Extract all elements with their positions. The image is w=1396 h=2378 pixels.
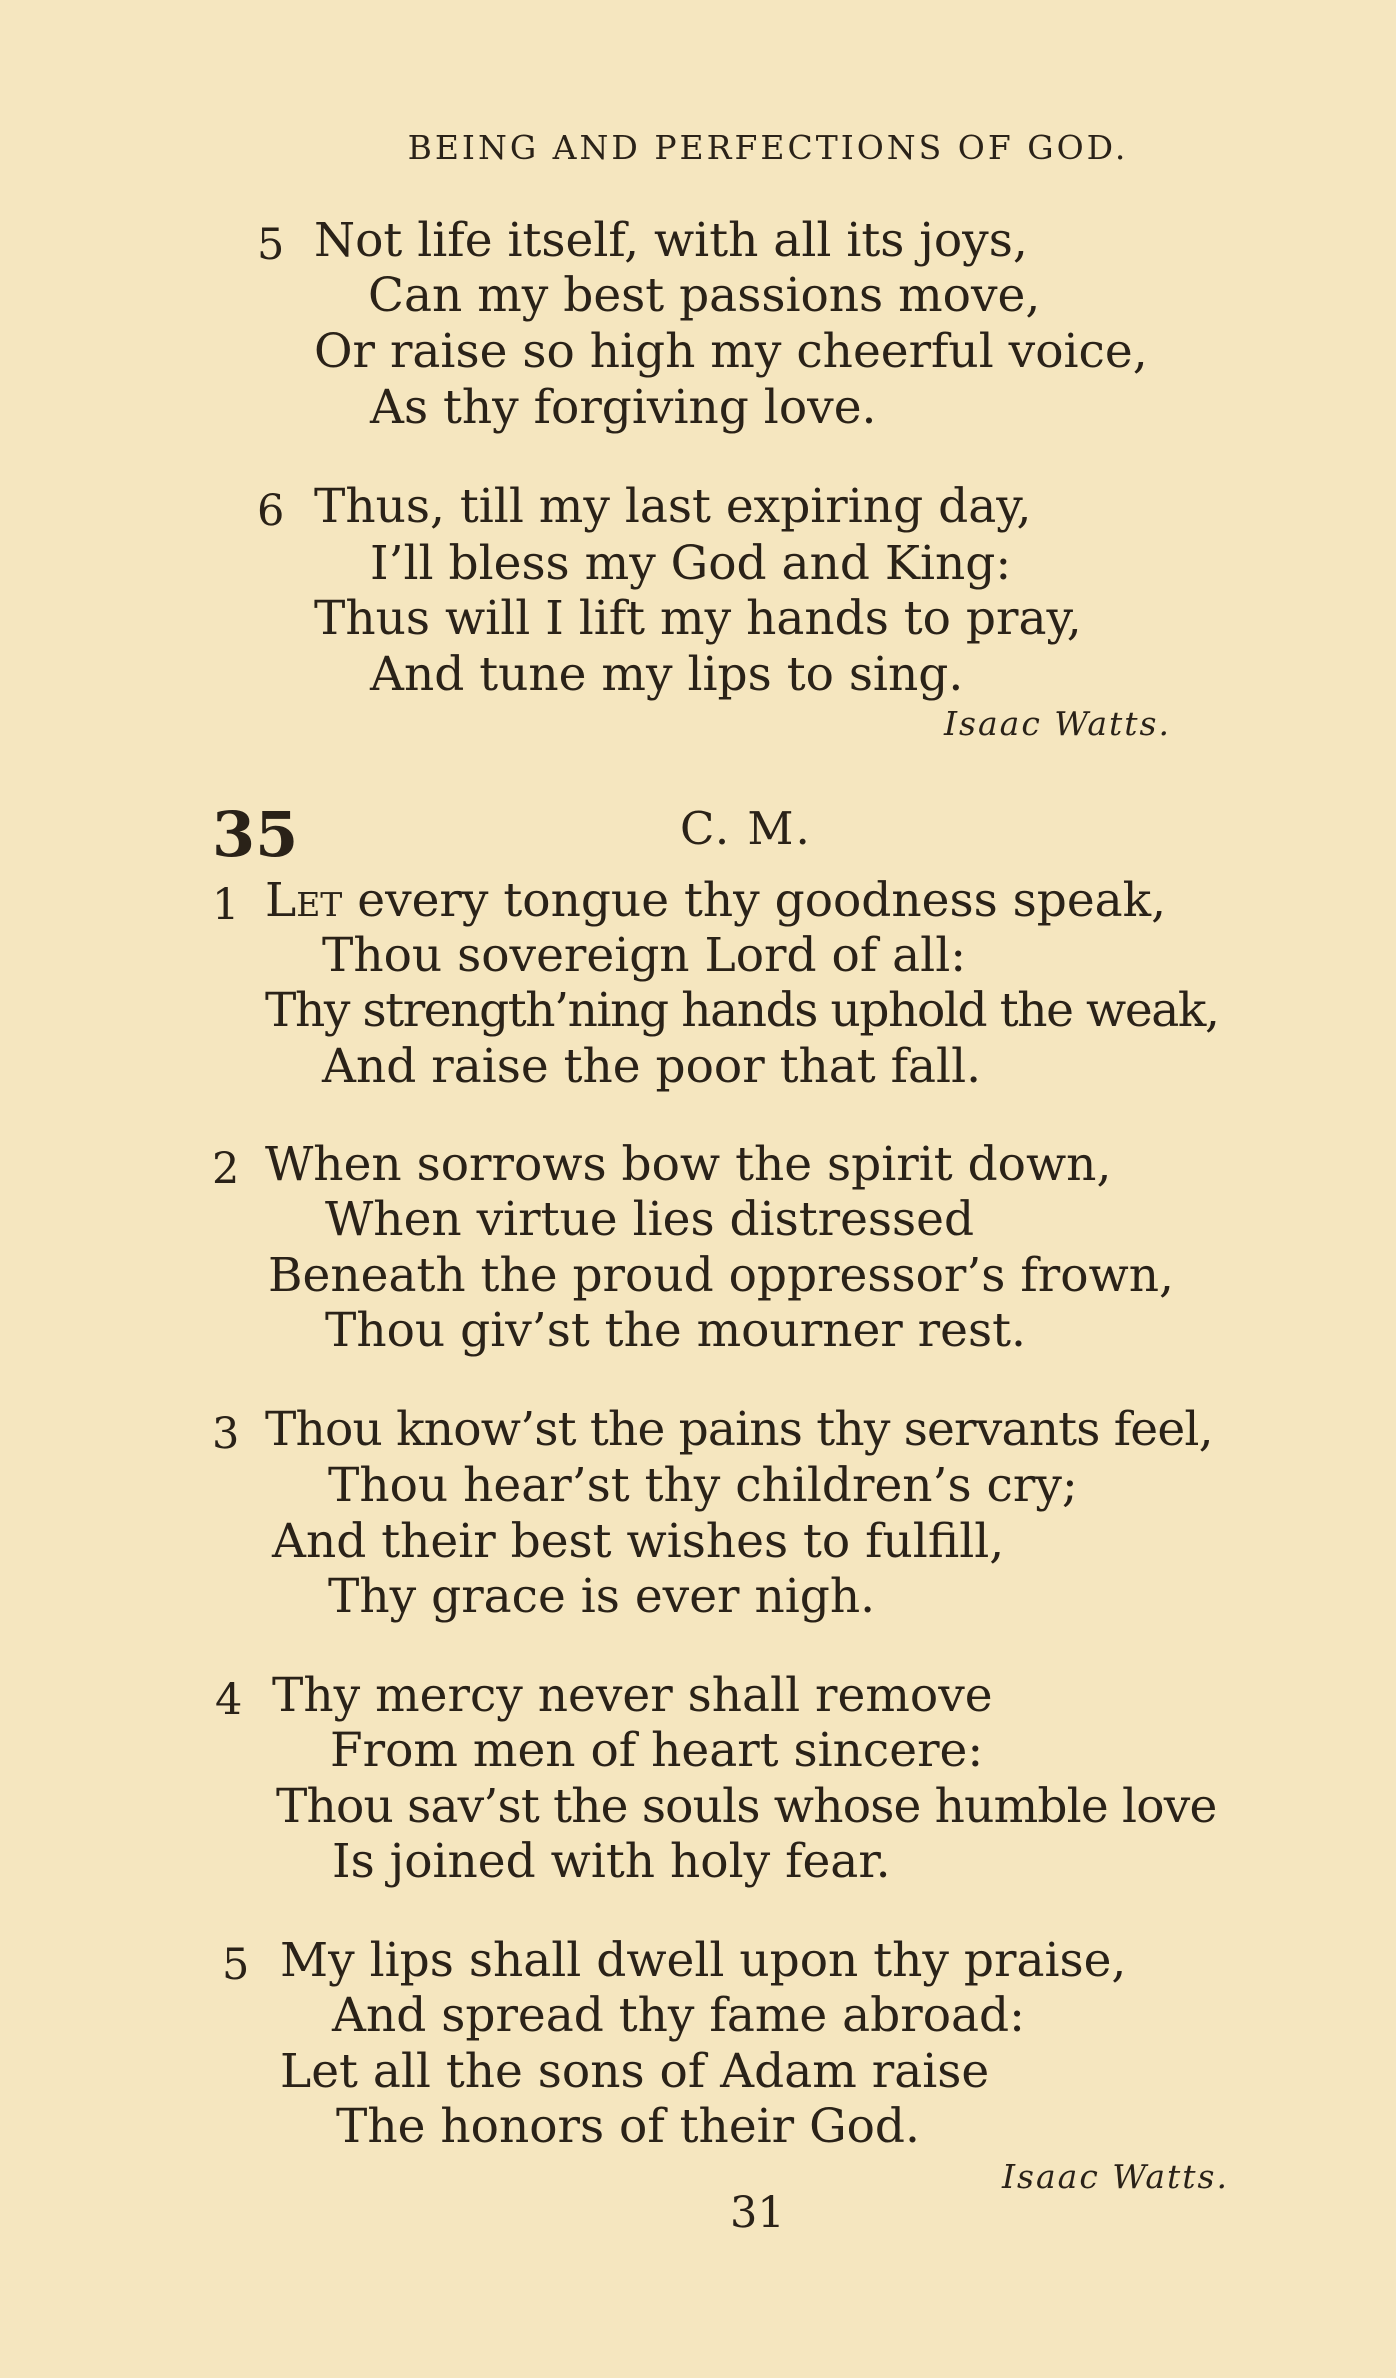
stanza-number: 6 [257,486,285,536]
verse-line: Thou hear’st thy children’s cry; [328,1458,1078,1513]
verse-line: And their best wishes to fulfill, [272,1514,1005,1569]
stanza-number: 5 [257,220,285,270]
verse-line: Let every tongue thy goodness speak, [265,873,1167,928]
running-header: BEING AND PERFECTIONS OF GOD. [407,128,1129,167]
verse-line: And raise the poor that fall. [322,1039,982,1094]
verse-line: Beneath the proud oppressor’s frown, [268,1248,1174,1303]
page-number: 31 [730,2188,785,2238]
verse-line: When virtue lies distressed [325,1192,975,1247]
verse-line: Let all the sons of Adam raise [280,2044,990,2099]
verse-line: As thy forgiving love. [370,380,877,435]
verse-line: Thy mercy never shall remove [272,1668,993,1723]
verse-line: Thus, till my last expiring day, [314,479,1032,534]
verse-line: Thou sav’st the souls whose humble love [276,1779,1217,1834]
hymn-meter: C. M. [680,802,812,855]
stanza-number: 5 [222,1940,250,1990]
stanza-number: 4 [215,1675,243,1725]
hymn-number: 35 [212,798,299,871]
verse-line: Thus will I lift my hands to pray, [314,591,1082,646]
verse-line: And spread thy fame abroad: [332,1988,1025,2043]
verse-line: I’ll bless my God and King: [370,536,1012,591]
stanza-number: 1 [212,880,240,930]
verse-line: Is joined with holy fear. [332,1834,891,1889]
verse-line: Thou know’st the pains thy servants feel, [265,1402,1213,1457]
verse-line: Thy grace is ever nigh. [328,1569,876,1624]
stanza-number: 2 [212,1144,240,1194]
verse-line: My lips shall dwell upon thy praise, [280,1933,1127,1988]
author-attribution: Isaac Watts. [1002,2157,1229,2196]
verse-line: Not life itself, with all its joys, [314,213,1028,268]
verse-line: From men of heart sincere: [330,1723,984,1778]
first-word: Let [265,873,343,928]
verse-line: When sorrows bow the spirit down, [265,1137,1112,1192]
verse-line: The honors of their God. [336,2099,920,2154]
verse-line: And tune my lips to sing. [370,647,964,702]
verse-line: Or raise so high my cheerful voice, [314,324,1148,379]
stanza-number: 3 [212,1409,240,1459]
verse-line: Thou sovereign Lord of all: [322,928,967,983]
verse-line: Thy strength’ning hands uphold the weak, [265,983,1219,1038]
author-attribution: Isaac Watts. [944,704,1171,743]
verse-line: Can my best passions move, [368,268,1041,323]
verse-line: Thou giv’st the mourner rest. [325,1303,1026,1358]
